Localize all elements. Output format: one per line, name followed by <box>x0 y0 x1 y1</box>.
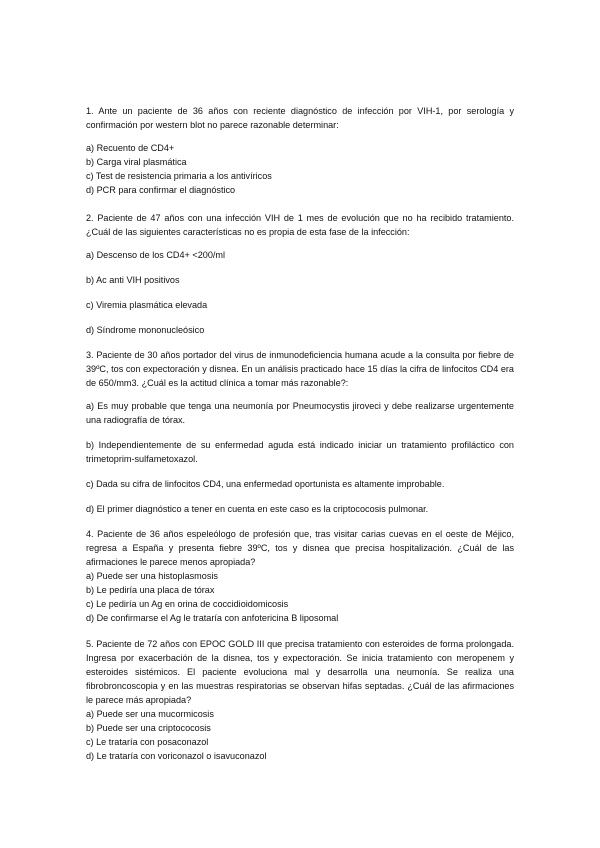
exam-document <box>86 104 514 763</box>
question-3-option-c: c) Dada su cifra de linfocitos CD4, una enfermedad oportunista es altamente improbable. <box>86 479 445 489</box>
question-1-option-c: c) Test de resistencia primaria a los antivíricos <box>86 171 272 181</box>
question-2-option-b: b) Ac anti VIH positivos <box>86 275 180 285</box>
question-2 <box>86 211 514 337</box>
question-4-options <box>86 569 514 625</box>
question-2-options <box>86 248 514 337</box>
question-1-option-a: a) Recuento de CD4+ <box>86 143 175 153</box>
question-5-option-a: a) Puede ser una mucormicosis <box>86 709 214 719</box>
question-3-option-a: a) Es muy probable que tenga una neumonía por Pneumocystis jiroveci y debe realizarse urgentemente una radiografía de tórax. <box>86 401 514 425</box>
question-3-option-b: b) Independientemente de su enfermedad aguda está indicado iniciar un tratamiento profiláctico con trimetoprim-sulfametoxazol. <box>86 440 514 464</box>
question-5 <box>86 637 514 763</box>
question-5-options <box>86 707 514 763</box>
question-1-options <box>86 141 514 197</box>
question-5-stem: 5. Paciente de 72 años con EPOC GOLD III que precisa tratamiento con esteroides de forma prolongada. Ingresa por exacerbación de la disnea, tos y expectoración. Se inicia tratamiento con meropenem y esteroides sistémicos. El paciente evoluciona mal y desarrolla una neumonía. Se realiza una fibrobroncoscopia y en las muestras respiratorias se observan hifas septadas. ¿Cuál de las afirmaciones le parece más apropiada? <box>86 639 514 705</box>
question-4-stem: 4. Paciente de 36 años espeleólogo de profesión que, tras visitar carias cuevas en el oeste de Méjico, regresa a España y presenta fiebre 39ºC, tos y disnea que precisa hospitalización. ¿Cuál de las afirmaciones le parece menos apropiada? <box>86 529 514 567</box>
question-4-option-b: b) Le pediría una placa de tórax <box>86 585 215 595</box>
question-3-options <box>86 399 514 516</box>
question-2-option-a: a) Descenso de los CD4+ <200/ml <box>86 250 226 260</box>
question-1-stem: 1. Ante un paciente de 36 años con reciente diagnóstico de infección por VIH-1, por serología y confirmación por western blot no parece razonable determinar: <box>86 106 514 130</box>
question-4-option-d: d) De confirmarse el Ag le trataría con anfotericina B liposomal <box>86 613 339 623</box>
question-5-option-c: c) Le trataría con posaconazol <box>86 737 209 747</box>
question-4 <box>86 527 514 625</box>
question-5-option-d: d) Le trataría con voriconazol o isavuconazol <box>86 751 267 761</box>
question-3-option-d: d) El primer diagnóstico a tener en cuenta en este caso es la criptococosis pulmonar. <box>86 504 429 514</box>
question-4-option-a: a) Puede ser una histoplasmosis <box>86 571 218 581</box>
question-4-option-c: c) Le pediría un Ag en orina de coccidioidomicosis <box>86 599 289 609</box>
question-1-option-b: b) Carga viral plasmática <box>86 157 187 167</box>
question-2-option-d: d) Síndrome mononucleósico <box>86 325 205 335</box>
question-2-stem: 2. Paciente de 47 años con una infección VIH de 1 mes de evolución que no ha recibido tratamiento. ¿Cuál de las siguientes características no es propia de esta fase de la infección: <box>86 213 514 237</box>
question-1-option-d: d) PCR para confirmar el diagnóstico <box>86 185 236 195</box>
question-3-stem: 3. Paciente de 30 años portador del virus de inmunodeficiencia humana acude a la consulta por fiebre de 39ºC, tos con expectoración y disnea. En un análisis practicado hace 15 días la cifra de linfocitos CD4 era de 650/mm3. ¿Cuál es la actitud clínica a tomar más razonable?: <box>86 350 514 388</box>
question-2-option-c: c) Viremia plasmática elevada <box>86 300 208 310</box>
question-3 <box>86 348 514 516</box>
question-5-option-b: b) Puede ser una criptococosis <box>86 723 211 733</box>
question-1 <box>86 104 514 197</box>
